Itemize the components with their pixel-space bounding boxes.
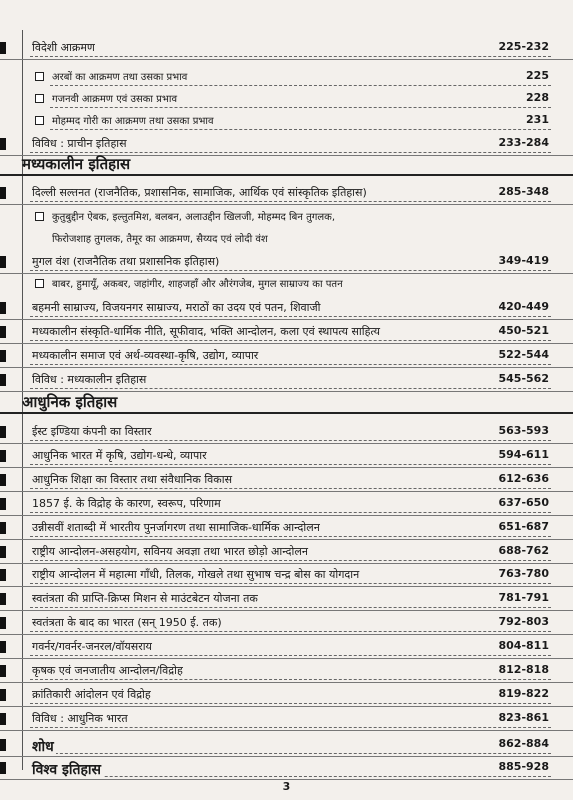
bullet-bar-icon	[0, 138, 6, 150]
bullet-bar-icon	[0, 569, 6, 581]
entry-title: कुतुबुद्दीन ऐबक, इल्तुतमिश, बलबन, अलाउद्दीन खिलजी, मोहम्मद बिन तुगलक,	[50, 209, 337, 223]
bullet-bar-icon	[0, 522, 6, 534]
entry-pages: 688-762	[498, 543, 549, 557]
leader-dots	[30, 583, 551, 584]
bullet-bar-icon	[0, 617, 6, 629]
entry-pages: 781-791	[498, 591, 549, 605]
entry-title: आधुनिक शिक्षा का विस्तार तथा संवैधानिक विकास	[32, 472, 233, 486]
entry-pages: 823-861	[498, 710, 549, 724]
entry-pages: 792-803	[498, 615, 549, 629]
entry-pages: 231	[526, 113, 549, 126]
row-divider	[0, 319, 573, 320]
section-rule	[0, 174, 573, 176]
entry-title: दिल्ली सल्तनत (राजनैतिक, प्रशासनिक, सामाजिक, आर्थिक एवं सांस्कृतिक इतिहास)	[32, 186, 367, 199]
entry-title: मुगल वंश (राजनैतिक तथा प्रशासनिक इतिहास)	[32, 255, 220, 268]
leader-dots	[30, 776, 551, 777]
row-divider	[0, 756, 573, 757]
entry-title: गवर्नर/गवर्नर-जनरल/वॉयसराय	[32, 640, 152, 654]
leader-dots	[30, 753, 551, 754]
entry-pages: 285-348	[498, 185, 549, 198]
leader-dots	[30, 270, 551, 271]
row-divider	[0, 515, 573, 516]
bullet-bar-icon	[0, 593, 6, 605]
checkbox-square-icon	[35, 94, 44, 103]
entry-pages: 420-449	[498, 300, 549, 313]
entry-pages: 233-284	[498, 136, 549, 149]
entry-title: बाबर, हुमायूँ, अकबर, जहांगीर, शाहजहाँ और औरंगजेब, मुगल साम्राज्य का पतन	[50, 276, 345, 290]
entry-title: मोहम्मद गोरी का आक्रमण तथा उसका प्रभाव	[50, 113, 216, 127]
row-divider	[0, 563, 573, 564]
bullet-bar-icon	[0, 326, 6, 338]
entry-pages: 450-521	[498, 324, 549, 337]
row-divider	[0, 586, 573, 587]
toc-entry	[22, 758, 551, 780]
bullet-bar-icon	[0, 187, 6, 199]
toc-entry	[22, 134, 551, 156]
row-divider	[0, 367, 573, 368]
bullet-bar-icon	[0, 689, 6, 701]
row-divider	[0, 59, 573, 60]
entry-pages: 522-544	[498, 348, 549, 361]
checkbox-square-icon	[35, 212, 44, 221]
toc-entry	[22, 589, 551, 611]
entry-pages: 885-928	[498, 760, 549, 773]
leader-dots	[30, 388, 551, 389]
bullet-bar-icon	[0, 762, 6, 774]
leader-dots	[30, 201, 551, 202]
bullet-bar-icon	[0, 256, 6, 268]
toc-entry	[22, 422, 551, 444]
entry-title: स्वतंत्रता के बाद का भारत (सन् 1950 ई. तक)	[32, 616, 222, 630]
row-divider	[0, 730, 573, 731]
row-divider	[0, 443, 573, 444]
entry-title: राष्ट्रीय आन्दोलन में महात्मा गाँधी, तिलक, गोखले तथा सुभाष चन्द्र बोस का योगदान	[32, 568, 360, 582]
entry-pages: 763-780	[498, 567, 549, 581]
entry-title: क्रांतिकारी आंदोलन एवं विद्रोह	[32, 687, 151, 701]
leader-dots	[30, 488, 551, 489]
row-divider	[0, 491, 573, 492]
entry-title: गजनवी आक्रमण एवं उसका प्रभाव	[50, 91, 179, 105]
leader-dots	[30, 512, 551, 513]
entry-title: शोध	[32, 739, 54, 755]
leader-dots	[30, 536, 551, 537]
checkbox-square-icon	[35, 116, 44, 125]
entry-title: विदेशी आक्रमण	[32, 41, 95, 54]
entry-pages: 862-884	[498, 737, 549, 750]
leader-dots	[50, 129, 551, 130]
leader-dots	[30, 655, 551, 656]
entry-title: स्वतंत्रता की प्राप्ति-क्रिप्स मिशन से माउंटबेटन योजना तक	[32, 592, 258, 606]
toc-entry	[22, 346, 551, 368]
entry-title: राष्ट्रीय आन्दोलन-असहयोग, सविनय अवज्ञा तथा भारत छोड़ो आन्दोलन	[32, 544, 308, 558]
entry-pages: 812-818	[498, 663, 549, 676]
bullet-bar-icon	[0, 739, 6, 751]
toc-sub-entry	[22, 207, 551, 229]
entry-title: कृषक एवं जनजातीय आन्दोलन/विद्रोह	[32, 664, 183, 677]
toc-entry	[22, 370, 551, 392]
entry-title: ईस्ट इण्डिया कंपनी का विस्तार	[32, 425, 152, 438]
row-divider	[0, 204, 573, 205]
entry-pages: 651-687	[498, 519, 549, 533]
toc-entry	[22, 613, 551, 635]
bullet-bar-icon	[0, 302, 6, 314]
bullet-bar-icon	[0, 665, 6, 677]
leader-dots	[30, 560, 551, 561]
checkbox-square-icon	[35, 72, 44, 81]
entry-title: मध्यकालीन समाज एवं अर्थ-व्यवस्था-कृषि, उद्योग, व्यापार	[32, 349, 259, 362]
leader-dots	[30, 631, 551, 632]
entry-title: विविध : मध्यकालीन इतिहास	[32, 373, 147, 386]
toc-entry	[22, 446, 551, 468]
entry-pages: 819-822	[498, 686, 549, 700]
entry-title: मध्यकालीन संस्कृति-धार्मिक नीति, सूफीवाद, भक्ति आन्दोलन, कला एवं स्थापत्य साहित्य	[32, 325, 381, 338]
bullet-bar-icon	[0, 546, 6, 558]
leader-dots	[50, 107, 551, 108]
toc-entry	[22, 637, 551, 659]
entry-title: विविध : आधुनिक भारत	[32, 711, 128, 725]
entry-title: आधुनिक भारत में कृषि, उद्योग-धन्धे, व्यापार	[32, 448, 207, 462]
leader-dots	[30, 152, 551, 153]
entry-pages: 637-650	[498, 495, 549, 509]
page-number: 3	[282, 780, 291, 793]
entry-title: विश्व इतिहास	[32, 762, 102, 778]
entry-title: उन्नीसवीं शताब्दी में भारतीय पुनर्जागरण तथा सामाजिक-धार्मिक आन्दोलन	[32, 520, 320, 534]
toc-entry	[22, 183, 551, 205]
entry-pages: 228	[526, 91, 549, 104]
entry-pages: 804-811	[498, 639, 549, 653]
entry-pages: 612-636	[498, 471, 549, 485]
toc-entry	[22, 470, 551, 492]
bullet-bar-icon	[0, 713, 6, 725]
entry-pages: 594-611	[498, 447, 549, 461]
row-divider	[0, 343, 573, 344]
entry-pages: 225-232	[498, 40, 549, 53]
bullet-bar-icon	[0, 42, 6, 54]
leader-dots	[30, 679, 551, 680]
row-divider	[0, 467, 573, 468]
entry-title: फिरोजशाह तुगलक, तैमूर का आक्रमण, सैय्यद एवं लोदी वंश	[50, 231, 270, 245]
leader-dots	[30, 316, 551, 317]
entry-title: 1857 ई. के विद्रोह के कारण, स्वरूप, परिणाम	[32, 496, 221, 510]
entry-pages: 563-593	[498, 424, 549, 437]
toc-entry	[22, 298, 551, 320]
row-divider	[0, 634, 573, 635]
toc-sub-entry	[22, 67, 551, 89]
toc-sub-entry	[22, 89, 551, 111]
bullet-bar-icon	[0, 641, 6, 653]
leader-dots	[30, 727, 551, 728]
entry-pages: 545-562	[498, 372, 549, 385]
row-divider	[0, 610, 573, 611]
toc-sub-entry	[22, 111, 551, 133]
leader-dots	[30, 464, 551, 465]
toc-entry	[22, 38, 551, 60]
section-rule	[0, 412, 573, 414]
leader-dots	[30, 340, 551, 341]
toc-sub-entry	[22, 229, 551, 251]
toc-sub-entry	[22, 274, 551, 296]
entry-title: विविध : प्राचीन इतिहास	[32, 137, 127, 150]
section-heading-medieval: मध्यकालीन इतिहास	[22, 155, 131, 173]
bullet-bar-icon	[0, 450, 6, 462]
toc-entry	[22, 494, 551, 516]
section-heading-modern: आधुनिक इतिहास	[22, 393, 118, 411]
row-divider	[0, 682, 573, 683]
leader-dots	[30, 703, 551, 704]
toc-entry	[22, 709, 551, 731]
leader-dots	[50, 85, 551, 86]
entry-pages: 349-419	[498, 254, 549, 267]
bullet-bar-icon	[0, 350, 6, 362]
bullet-bar-icon	[0, 474, 6, 486]
leader-dots	[30, 440, 551, 441]
row-divider	[0, 706, 573, 707]
toc-entry	[22, 322, 551, 344]
bullet-bar-icon	[0, 426, 6, 438]
bullet-bar-icon	[0, 498, 6, 510]
leader-dots	[30, 56, 551, 57]
row-divider	[0, 539, 573, 540]
entry-title: बहमनी साम्राज्य, विजयनगर साम्राज्य, मराठों का उदय एवं पतन, शिवाजी	[32, 301, 321, 314]
toc-entry	[22, 735, 551, 757]
entry-title: अरबों का आक्रमण तथा उसका प्रभाव	[50, 69, 189, 83]
toc-entry	[22, 565, 551, 587]
entry-pages: 225	[526, 69, 549, 82]
checkbox-square-icon	[35, 279, 44, 288]
row-divider	[0, 658, 573, 659]
toc-entry	[22, 542, 551, 564]
leader-dots	[30, 607, 551, 608]
toc-entry	[22, 252, 551, 274]
toc-entry	[22, 518, 551, 540]
leader-dots	[30, 364, 551, 365]
bullet-bar-icon	[0, 374, 6, 386]
toc-entry	[22, 685, 551, 707]
toc-entry	[22, 661, 551, 683]
